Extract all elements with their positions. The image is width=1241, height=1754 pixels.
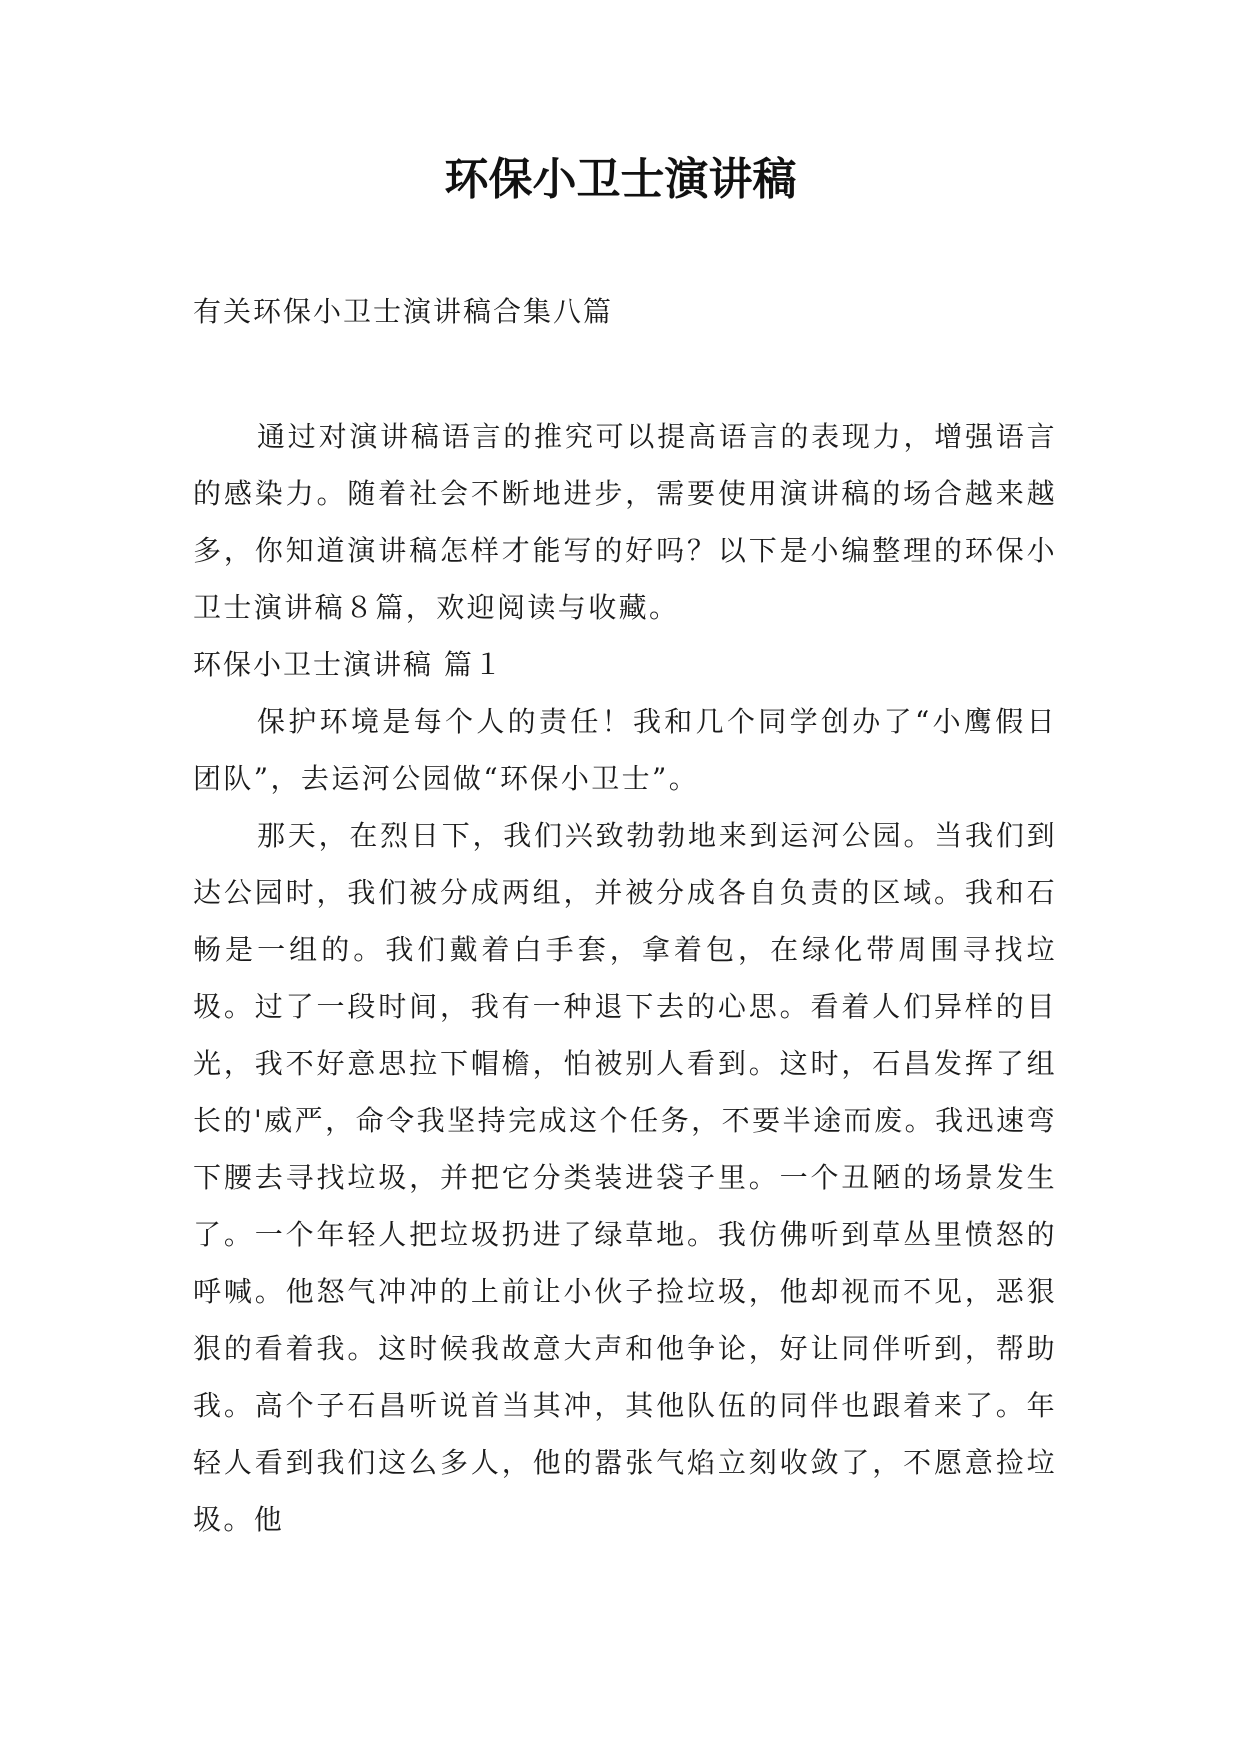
document-subtitle: 有关环保小卫士演讲稿合集八篇 xyxy=(193,295,614,328)
section-heading: 环保小卫士演讲稿 篇１ xyxy=(193,648,504,681)
document-title: 环保小卫士演讲稿 xyxy=(444,154,797,205)
body-paragraph-2: 那天，在烈日下，我们兴致勃勃地来到运河公园。当我们到达公园时，我们被分成两组，并被分成各自负责的区域。我和石畅是一组的。我们戴着白手套，拿着包，在绿化带周围寻找垃圾。过了一段时间，我有一种退下去的心思。看着人们异样的目光，我不好意思拉下帽檐，怕被别人看到。这时，石昌发挥了组长的'威严，命令我坚持完成这个任务，不要半途而废。我迅速弯下腰去寻找垃圾，并把它分类装进袋子里。一个丑陋的场景发生了。一个年轻人把垃圾扔进了绿草地。我仿佛听到草丛里愤怒的呼喊。他怒气冲冲的上前让小伙子捡垃圾，他却视而不见，恶狠狠的看着我。这时候我故意大声和他争论，好让同伴听到，帮助我。高个子石昌听说首当其冲，其他队伍的同伴也跟着来了。年轻人看到我们这么多人，他的嚣张气焰立刻收敛了，不愿意捡垃圾。他 xyxy=(193,819,1057,1536)
document-body xyxy=(193,408,1057,1548)
intro-paragraph: 通过对演讲稿语言的推究可以提高语言的表现力，增强语言的感染力。随着社会不断地进步，需要使用演讲稿的场合越来越多，你知道演讲稿怎样才能写的好吗？以下是小编整理的环保小卫士演讲稿８篇，欢迎阅读与收藏。 xyxy=(193,420,1057,624)
body-paragraph-1: 保护环境是每个人的责任！我和几个同学创办了“小鹰假日团队”，去运河公园做“环保小卫士”。 xyxy=(193,705,1057,795)
